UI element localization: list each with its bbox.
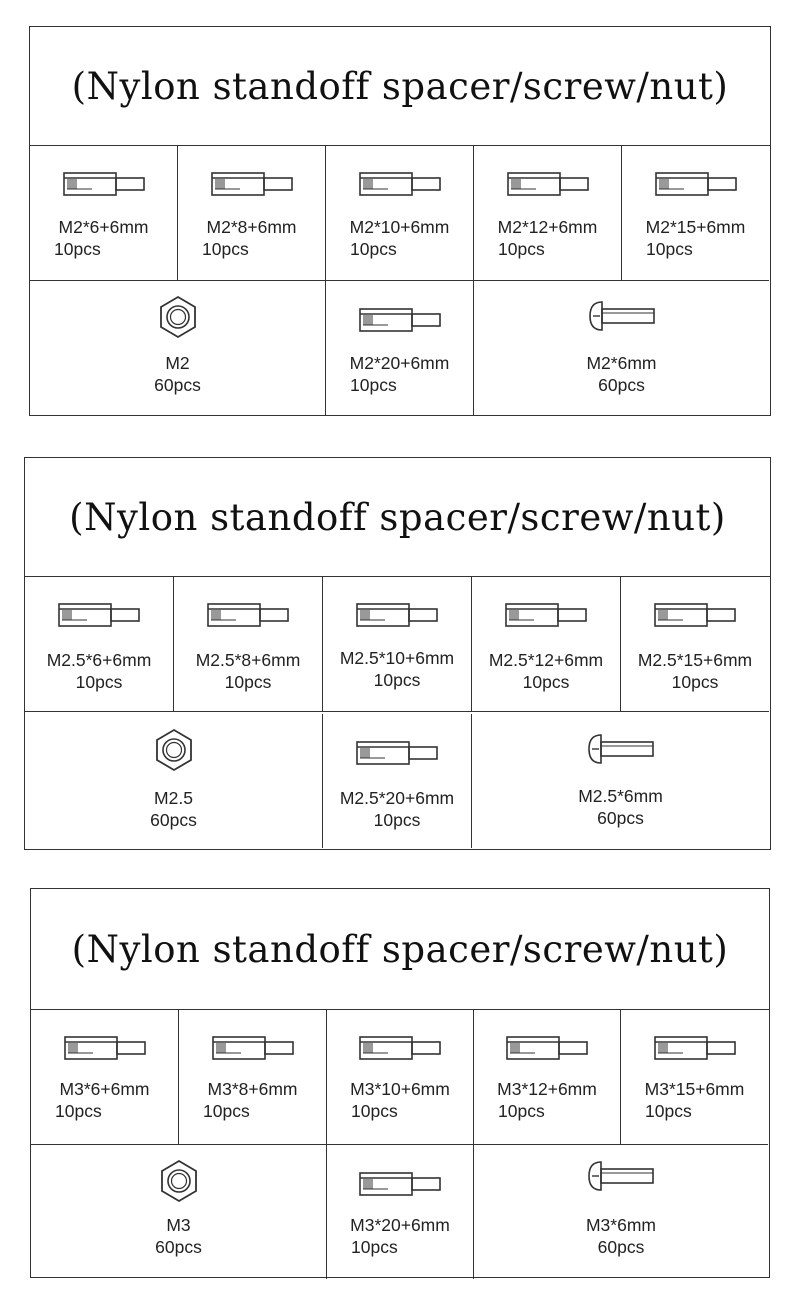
part-spec: M2.5*12+6mm xyxy=(488,650,604,670)
part-qty: 10pcs xyxy=(55,1101,102,1121)
part-qty: 10pcs xyxy=(498,239,545,259)
part-spec: M3 xyxy=(166,1215,191,1235)
part-qty: 10pcs xyxy=(54,239,101,259)
screw-cell xyxy=(472,714,769,848)
standoff-cell xyxy=(327,1009,474,1145)
part-qty: 10pcs xyxy=(645,1101,692,1121)
part-spec: M2.5*20+6mm xyxy=(339,788,455,808)
part-qty: 10pcs xyxy=(351,1101,398,1121)
standoff-spacer-icon xyxy=(505,1033,589,1068)
part-qty: 10pcs xyxy=(498,1101,545,1121)
part-qty: 10pcs xyxy=(646,239,693,259)
standoff-spacer-icon xyxy=(62,169,146,204)
part-spec: M2*6+6mm xyxy=(58,217,149,237)
part-spec: M2*8+6mm xyxy=(206,217,297,237)
kit-title: (Nylon standoff spacer/screw/nut) xyxy=(25,458,770,577)
part-qty: 10pcs xyxy=(224,672,272,692)
standoff-spacer-icon xyxy=(506,169,590,204)
standoff-spacer-icon xyxy=(653,600,737,635)
standoff-cell xyxy=(179,1009,327,1145)
hex-nut-icon xyxy=(156,295,200,344)
hex-nut-icon xyxy=(157,1159,201,1208)
hex-nut-icon xyxy=(152,728,196,777)
nut-cell xyxy=(31,1145,327,1279)
pan-head-screw-icon xyxy=(586,299,658,338)
screw-cell xyxy=(474,281,769,415)
part-spec: M2*10+6mm xyxy=(349,217,450,237)
standoff-spacer-icon xyxy=(355,600,439,635)
standoff-spacer-icon xyxy=(358,169,442,204)
screw-cell xyxy=(474,1145,768,1279)
part-qty: 60pcs xyxy=(597,1237,645,1257)
standoff-cell xyxy=(622,145,769,281)
standoff-spacer-icon xyxy=(206,600,290,635)
part-spec: M2*15+6mm xyxy=(645,217,746,237)
part-qty: 60pcs xyxy=(155,1237,202,1257)
part-qty: 10pcs xyxy=(373,810,421,830)
part-spec: M2*6mm xyxy=(586,353,657,373)
standoff-cell xyxy=(323,576,472,712)
kit-title: (Nylon standoff spacer/screw/nut) xyxy=(31,889,769,1010)
part-spec: M3*8+6mm xyxy=(207,1079,298,1099)
part-qty: 10pcs xyxy=(522,672,570,692)
part-qty: 10pcs xyxy=(350,239,397,259)
standoff-cell xyxy=(326,145,474,281)
part-spec: M3*20+6mm xyxy=(350,1215,450,1235)
part-spec: M3*15+6mm xyxy=(644,1079,745,1099)
part-qty: 60pcs xyxy=(150,810,197,830)
standoff-cell xyxy=(174,576,323,712)
part-spec: M3*6+6mm xyxy=(59,1079,150,1099)
standoff-cell xyxy=(30,145,178,281)
standoff-spacer-icon xyxy=(358,1033,442,1068)
standoff-spacer-icon xyxy=(654,169,738,204)
kit-m2 xyxy=(29,26,771,416)
part-qty: 10pcs xyxy=(202,239,249,259)
part-spec: M3*10+6mm xyxy=(350,1079,450,1099)
standoff-spacer-icon xyxy=(355,738,439,773)
long-standoff-cell xyxy=(323,714,472,848)
nut-cell xyxy=(30,281,326,415)
part-spec: M2.5*10+6mm xyxy=(339,648,455,668)
standoff-cell xyxy=(472,576,621,712)
part-qty: 10pcs xyxy=(75,672,123,692)
part-qty: 60pcs xyxy=(154,375,201,395)
part-qty: 60pcs xyxy=(597,808,644,828)
pan-head-screw-icon xyxy=(585,1159,657,1198)
nut-cell xyxy=(25,714,323,848)
part-spec: M3*12+6mm xyxy=(497,1079,597,1099)
kit-m3 xyxy=(30,888,770,1278)
part-spec: M2.5*8+6mm xyxy=(195,650,301,670)
standoff-cell xyxy=(621,576,769,712)
part-spec: M3*6mm xyxy=(585,1215,656,1235)
standoff-spacer-icon xyxy=(358,1169,442,1204)
standoff-spacer-icon xyxy=(63,1033,147,1068)
standoff-cell xyxy=(25,576,174,712)
standoff-spacer-icon xyxy=(211,1033,295,1068)
standoff-cell xyxy=(178,145,326,281)
standoff-cell xyxy=(31,1009,179,1145)
kit-title: (Nylon standoff spacer/screw/nut) xyxy=(30,27,770,146)
standoff-spacer-icon xyxy=(210,169,294,204)
long-standoff-cell xyxy=(326,281,474,415)
part-spec: M2*20+6mm xyxy=(349,353,450,373)
part-spec: M2.5*15+6mm xyxy=(637,650,753,670)
standoff-cell xyxy=(474,145,622,281)
part-spec: M2.5 xyxy=(154,788,193,808)
part-qty: 10pcs xyxy=(351,1237,398,1257)
part-qty: 60pcs xyxy=(598,375,645,395)
standoff-spacer-icon xyxy=(653,1033,737,1068)
pan-head-screw-icon xyxy=(585,732,657,771)
standoff-spacer-icon xyxy=(358,305,442,340)
standoff-spacer-icon xyxy=(57,600,141,635)
part-spec: M2 xyxy=(165,353,190,373)
standoff-cell xyxy=(474,1009,621,1145)
part-qty: 10pcs xyxy=(671,672,719,692)
standoff-cell xyxy=(621,1009,768,1145)
part-spec: M2*12+6mm xyxy=(497,217,598,237)
part-qty: 10pcs xyxy=(350,375,397,395)
part-qty: 10pcs xyxy=(373,670,421,690)
part-qty: 10pcs xyxy=(203,1101,250,1121)
part-spec: M2.5*6mm xyxy=(578,786,663,806)
kit-m2-5 xyxy=(24,457,771,850)
standoff-spacer-icon xyxy=(504,600,588,635)
part-spec: M2.5*6+6mm xyxy=(46,650,152,670)
long-standoff-cell xyxy=(327,1145,474,1279)
